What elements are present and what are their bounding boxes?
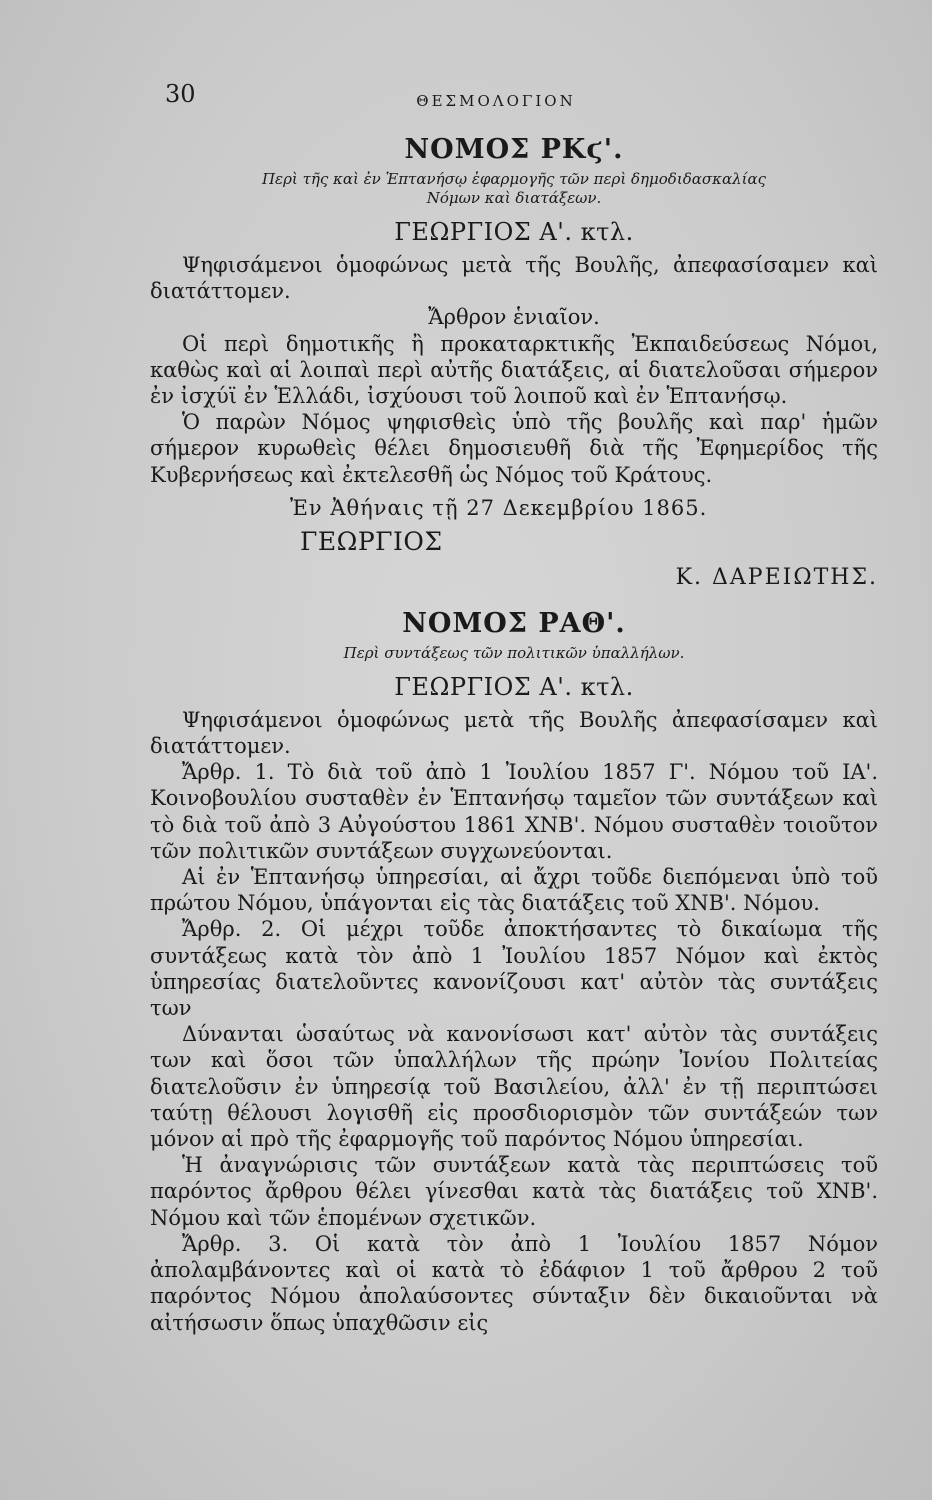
page-number: 30	[165, 80, 196, 108]
law1-title: ΝΟΜΟΣ ΡΚϛ'.	[404, 134, 624, 165]
law1-subtitle	[150, 170, 878, 208]
running-title: ΘΕΣΜΟΛΟΓΙΟΝ	[416, 92, 576, 110]
law2-title: ΝΟΜΟΣ ΡΑΘ'.	[402, 607, 626, 639]
law1-king: ΓΕΩΡΓΙΟΣ Α'. κτλ.	[394, 218, 634, 246]
law2-preamble: Ψηφισάμενοι ὁμοφώνως μετὰ τῆς Βουλῆς ἀπεφασίσαμεν καὶ διατάττομεν.	[150, 707, 878, 759]
law2-art1-p1: Ἄρθρ. 1. Τὸ διὰ τοῦ ἀπὸ 1 Ἰουλίου 1857 Γ'. Νόμου τοῦ ΙΑ'. Κοινοβουλίου συσταθὲν ἐν Ἑπτανήσῳ ταμεῖον τῶν συντάξεων καὶ τὸ διὰ τοῦ ἀπὸ 3 Αὐγούστου 1861 ΧΝΒ'. Νόμου συσταθὲν τοιοῦτον τῶν πολιτικῶν συντάξεων συγχωνεύονται.	[150, 760, 878, 863]
law1-article-text: Οἱ περὶ δημοτικῆς ἢ προκαταρκτικῆς Ἐκπαιδεύσεως Νόμοι, καθὼς καὶ αἱ λοιπαὶ περὶ αὐτῆς διατάξεις, αἱ διατελοῦσαι σήμερον ἐν ἰσχύϊ ἐν Ἑλλάδι, ἰσχύουσι τοῦ λοιποῦ καὶ ἐν Ἑπτανήσῳ.	[150, 331, 878, 409]
law1-signature-minister: Κ. ΔΑΡΕΙΩΤΗΣ.	[675, 564, 878, 590]
law1-subtitle-line2: Νόμων καὶ διατάξεων.	[426, 189, 602, 207]
law2-art2-p2: Δύνανται ὡσαύτως νὰ κανονίσωσι κατ' αὐτὸν τὰς συντάξεις των καὶ ὅσοι τῶν ὑπαλλήλων τῆς πρώην Ἰονίου Πολιτείας διατελοῦσιν ἐν ὑπηρεσίᾳ τοῦ Βασιλείου, ἀλλ' ἐν τῇ περιπτώσει ταύτῃ θέλουσι λογισθῆ εἰς προσδιορισμὸν τῶν συντάξεών των μόνον αἱ πρὸ τῆς ἐφαρμογῆς τοῦ παρόντος Νόμου ὑπηρεσίαι.	[150, 1022, 878, 1152]
law2-art2-p3: Ἡ ἀναγνώρισις τῶν συντάξεων κατὰ τὰς περιπτώσεις τοῦ παρόντος ἄρθρου θέλει γίνεσθαι κατὰ τὰς διατάξεις τοῦ ΧΝΒ'. Νόμου καὶ τῶν ἑπομένων σχετικῶν.	[150, 1153, 878, 1230]
law1-dateline: Ἐν Ἀθήναις τῇ 27 Δεκεμβρίου 1865.	[290, 495, 708, 520]
law2-art3-p1: Ἄρθρ. 3. Οἱ κατὰ τὸν ἀπὸ 1 Ἰουλίου 1857 Νόμον ἀπολαμβάνοντες καὶ οἱ κατὰ τὸ ἐδάφιον 1 τοῦ ἄρθρου 2 τοῦ παρόντος Νόμου ἀπολαύσοντες σύνταξιν δὲν δικαιοῦνται νὰ αἰτήσωσιν ὅπως ὑπαχθῶσιν εἰς	[150, 1231, 878, 1335]
law2-art1-p2: Αἱ ἐν Ἑπτανήσῳ ὑπηρεσίαι, αἱ ἄχρι τοῦδε διεπόμεναι ὑπὸ τοῦ πρώτου Νόμου, ὑπάγονται εἰς τὰς διατάξεις τοῦ ΧΝΒ'. Νόμου.	[150, 865, 878, 916]
law1-article-heading: Ἄρθρον ἑνιαῖον.	[428, 305, 600, 330]
law1-preamble: Ψηφισάμενοι ὁμοφώνως μετὰ τῆς Βουλῆς, ἀπεφασίσαμεν καὶ διατάττομεν.	[150, 253, 878, 304]
law2-king: ΓΕΩΡΓΙΟΣ Α'. κτλ.	[394, 672, 634, 701]
law1-signature-king: ΓΕΩΡΓΙΟΣ	[300, 526, 443, 556]
law1-subtitle-line1: Περὶ τῆς καὶ ἐν Ἑπτανήσῳ ἐφαρμογῆς τῶν περὶ δημοδιδασκαλίας	[261, 170, 767, 188]
law2-art2-p1: Ἄρθρ. 2. Οἱ μέχρι τοῦδε ἀποκτήσαντες τὸ δικαίωμα τῆς συντάξεως κατὰ τὸν ἀπὸ 1 Ἰουλίου 1857 Νόμον καὶ ἐκτὸς ὑπηρεσίας διατελοῦντες κανονίζουσι κατ' αὐτὸν τὰς συντάξεις των	[150, 917, 878, 1021]
page-content	[150, 132, 878, 1336]
law2-subtitle: Περὶ συντάξεως τῶν πολιτικῶν ὑπαλλήλων.	[343, 643, 685, 662]
law1-closing: Ὁ παρὼν Νόμος ψηφισθεὶς ὑπὸ τῆς βουλῆς καὶ παρ' ἡμῶν σήμερον κυρωθεὶς θέλει δημοσιευθῆ διὰ τῆς Ἐφημερίδος τῆς Κυβερνήσεως καὶ ἐκτελεσθῆ ὡς Νόμος τοῦ Κράτους.	[150, 410, 878, 487]
